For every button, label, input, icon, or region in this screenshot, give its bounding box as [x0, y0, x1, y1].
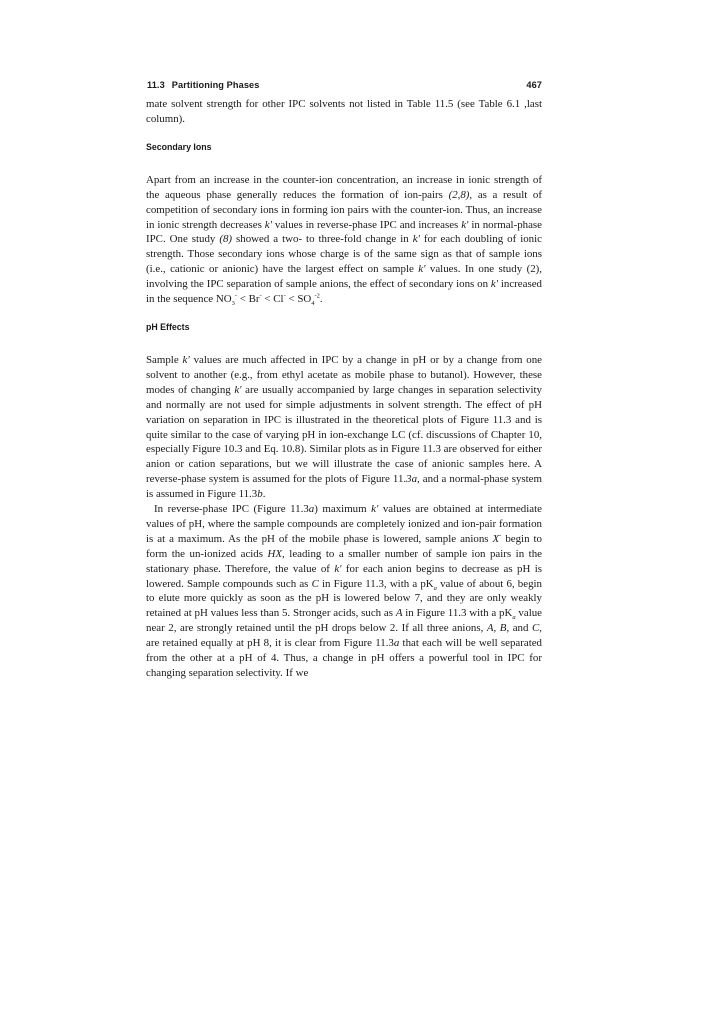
- k-prime: k': [264, 218, 272, 231]
- k-prime: k': [461, 218, 469, 231]
- heading-secondary-ions: Secondary Ions: [146, 141, 212, 152]
- k-prime: k': [334, 562, 342, 575]
- paragraph-secondary-ions: Apart from an increase in the counter-ion concentration, an increase in ionic strength of the aqueous phase generally reduces the formation of ion-pairs (2,8), as a result of competition of secondary ions in forming ion pairs with the counter-ion. Thus, an increase in ionic strength decreases k' values in reverse-phase IPC and increases k' in normal-phase IPC. One study (8) showed a two- to three-fold change in k' for each doubling of ionic strength. Those secondary ions whose charge is of the same sign as that of sample ions (i.e., cationic or anionic) have the largest effect on sample k' values. In one study (2), involving the IPC separation of sample anions, the effect of secondary ions on k' increased in the sequence $NO_3^- < Br^- < Cl^- < SO_4^{-2}$.: [146, 173, 543, 308]
- paragraph-ph-effects-2: In reverse-phase IPC (Figure 11.3a) maximum k' values are obtained at intermediate values of pH, where the sample compounds are completely ionized and ion-pair formation is at a maximum. As the pH of the mobile phase is lowered, sample anions X- begin to form the un-ionized acids HX, leading to a smaller number of sample ion pairs in the stationary phase. Therefore, the value of k' for each anion begins to decrease as pH is lowered. Sample compounds such as C in Figure 11.3, with a $pK_a$ value of about 6, begin to elute more quickly as soon as the pH is lowered below 7, and they are only weakly retained at pH values less than 5. Stronger acids, such as A in Figure 11.3 with a $pK_a$ value near 2, are strongly retained until the pH drops below 2. If all three anions, A, B, and C, are retained equally at pH 8, it is clear from Figure 11.3a that each will be well separated from the other at a pH of 4. Thus, a change in pH offers a powerful tool in IPC for changing separation selectivity. If we: [146, 503, 542, 679]
- book-page: [146, 80, 542, 681]
- page-number: 467: [526, 80, 542, 90]
- citation: (2,8),: [448, 188, 473, 201]
- k-prime: k': [371, 503, 379, 516]
- k-prime: k': [182, 353, 190, 366]
- heading-ph-effects: pH Effects: [146, 321, 190, 332]
- section-number: 11.3: [147, 80, 165, 90]
- running-header-title: [147, 80, 259, 90]
- section-title: Partitioning Phases: [171, 80, 260, 90]
- running-header: [146, 80, 542, 90]
- citation: (8): [219, 233, 233, 246]
- paragraph-ph-effects-1: Sample k' values are much affected in IPC by a change in pH or by a change from one solvent to another (e.g., from ethyl acetate as mobile phase to butanol). However, these modes of changing k' are usually accompanied by large changes in separation selectivity and normally are not used for simple adjustments in solvent strength. The effect of pH variation on separation in IPC is illustrated in the theoretical plots of Figure 11.3 and is quite similar to the case of varying pH in ion-exchange LC (cf. discussions of Chapter 10, especially Figure 10.3 and Eq. 10.8). Similar plots as in Figure 11.3 are observed for either anion or cation separations, but we will illustrate the case of anionic samples here. A reverse-phase system is assumed for the plots of Figure 11.3a, and a normal-phase system is assumed in Figure 11.3b.: [146, 353, 543, 501]
- k-prime: k': [234, 383, 242, 396]
- intro-paragraph: mate solvent strength for other IPC solvents not listed in Table 11.5 (see Table 6.1 ,last column).: [146, 98, 542, 125]
- k-prime: k': [412, 233, 420, 246]
- k-prime: k': [418, 263, 426, 276]
- k-prime: k': [490, 278, 499, 291]
